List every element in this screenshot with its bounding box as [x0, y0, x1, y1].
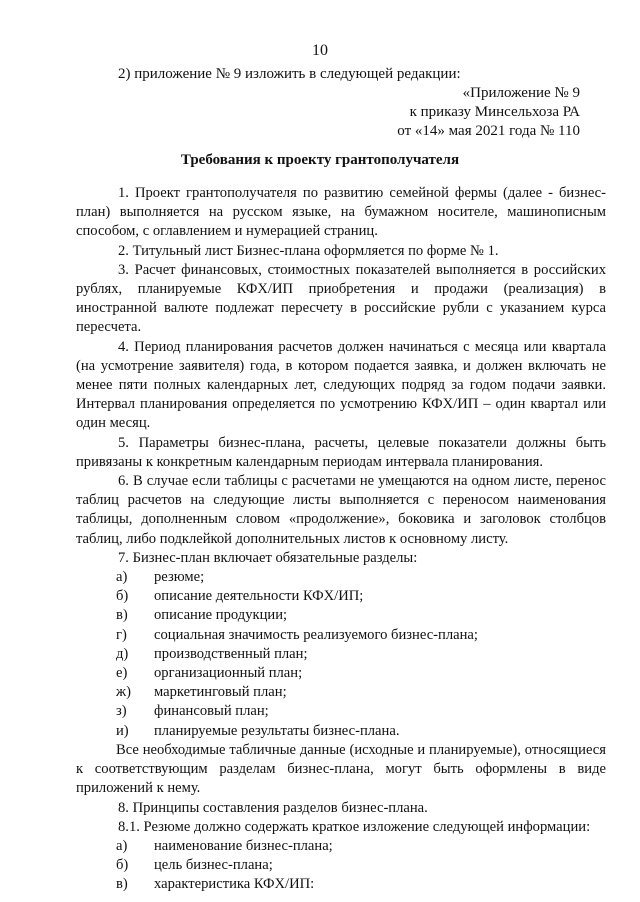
- list-text: производственный план;: [154, 645, 308, 662]
- list-item: [76, 626, 606, 645]
- paragraph-6: 6. В случае если таблицы с расчетами не умещаются на одном листе, перенос таблиц расчетов на следующие листы выполняется с переносом наименования таблицы, дополненным словом «продолжение», боковика и заголовок столбцов таблиц, либо подклейкой дополнительных листов к основному листу.: [76, 473, 606, 547]
- list-text: резюме;: [154, 569, 205, 586]
- paragraph-2: 2. Титульный лист Бизнес-плана оформляется по форме № 1.: [118, 242, 499, 259]
- list-text: наименование бизнес-плана;: [154, 837, 333, 854]
- list-text: характеристика КФХ/ИП:: [154, 876, 315, 893]
- list-text: планируемые результаты бизнес-плана.: [154, 722, 400, 739]
- annex-line-3: от «14» мая 2021 года № 110: [397, 123, 580, 139]
- list-marker: б): [116, 588, 129, 605]
- list-item: [76, 856, 606, 875]
- document-title: Требования к проекту грантополучателя: [180, 152, 460, 168]
- sections-list: [76, 568, 606, 741]
- list-text: организационный план;: [154, 665, 303, 682]
- list-marker: в): [116, 607, 128, 624]
- list-item: [76, 875, 606, 894]
- principles-heading: 8. Принципы составления разделов бизнес-плана.: [118, 799, 428, 816]
- annex-header: [397, 84, 580, 141]
- list-marker: е): [116, 665, 128, 682]
- list-text: социальная значимость реализуемого бизнес-плана;: [154, 626, 478, 643]
- resume-paragraph: 8.1. Резюме должно содержать краткое изложение следующей информации:: [118, 818, 591, 835]
- list-text: описание деятельности КФХ/ИП;: [154, 588, 364, 605]
- annex-line-2: к приказу Минсельхоза РА: [409, 104, 580, 120]
- list-item: [76, 664, 606, 683]
- list-marker: б): [116, 857, 129, 874]
- list-marker: и): [116, 722, 129, 739]
- list-marker: а): [116, 569, 128, 586]
- paragraph-5: 5. Параметры бизнес-плана, расчеты, целевые показатели должны быть привязаны к конкретным календарным периодам интервала планирования.: [76, 434, 606, 470]
- document-body: [76, 184, 606, 895]
- list-item: [76, 606, 606, 625]
- list-item: [76, 645, 606, 664]
- list-marker: д): [116, 645, 129, 662]
- list-marker: а): [116, 837, 128, 854]
- after-list-paragraph: Все необходимые табличные данные (исходные и планируемые), относящиеся к соответствующим разделам бизнес-плана, могут быть оформлены в виде приложений к нему.: [76, 741, 606, 797]
- list-text: описание продукции;: [154, 607, 288, 624]
- list-text: маркетинговый план;: [154, 684, 287, 701]
- resume-list: [76, 837, 606, 895]
- list-item: [76, 722, 606, 741]
- paragraph-7: 7. Бизнес-план включает обязательные разделы:: [118, 549, 418, 566]
- intro-line: 2) приложение № 9 изложить в следующей редакции:: [118, 66, 461, 82]
- list-marker: в): [116, 876, 128, 893]
- list-item: [76, 568, 606, 587]
- list-marker: ж): [116, 684, 131, 701]
- list-item: [76, 683, 606, 702]
- list-text: финансовый план;: [154, 703, 269, 720]
- paragraph-4: 4. Период планирования расчетов должен начинаться с месяца или квартала (на усмотрение заявителя) года, в котором подается заявка, и должен включать не менее пяти полных календарных лет, следующих подряд за годом подачи заявки. Интервал планирования определяется по усмотрению КФХ/ИП – один квартал или один месяц.: [76, 338, 606, 432]
- list-marker: г): [116, 626, 127, 643]
- list-item: [76, 702, 606, 721]
- annex-line-1: «Приложение № 9: [462, 85, 580, 101]
- page-number: 10: [312, 42, 328, 59]
- paragraph-3: 3. Расчет финансовых, стоимостных показателей выполняется в российских рублях, планируемые КФХ/ИП приобретения и продажи (реализация) в иностранной валюте подлежат пересчету в российские рубли с указанием курса пересчета.: [76, 261, 606, 336]
- list-item: [76, 587, 606, 606]
- list-text: цель бизнес-плана;: [154, 857, 273, 874]
- list-item: [76, 837, 606, 856]
- paragraph-1: 1. Проект грантополучателя по развитию семейной фермы (далее - бизнес-план) выполняется на русском языке, на бумажном носителе, машинописным способом, с оглавлением и нумерацией страниц.: [76, 185, 606, 240]
- list-marker: з): [116, 703, 127, 720]
